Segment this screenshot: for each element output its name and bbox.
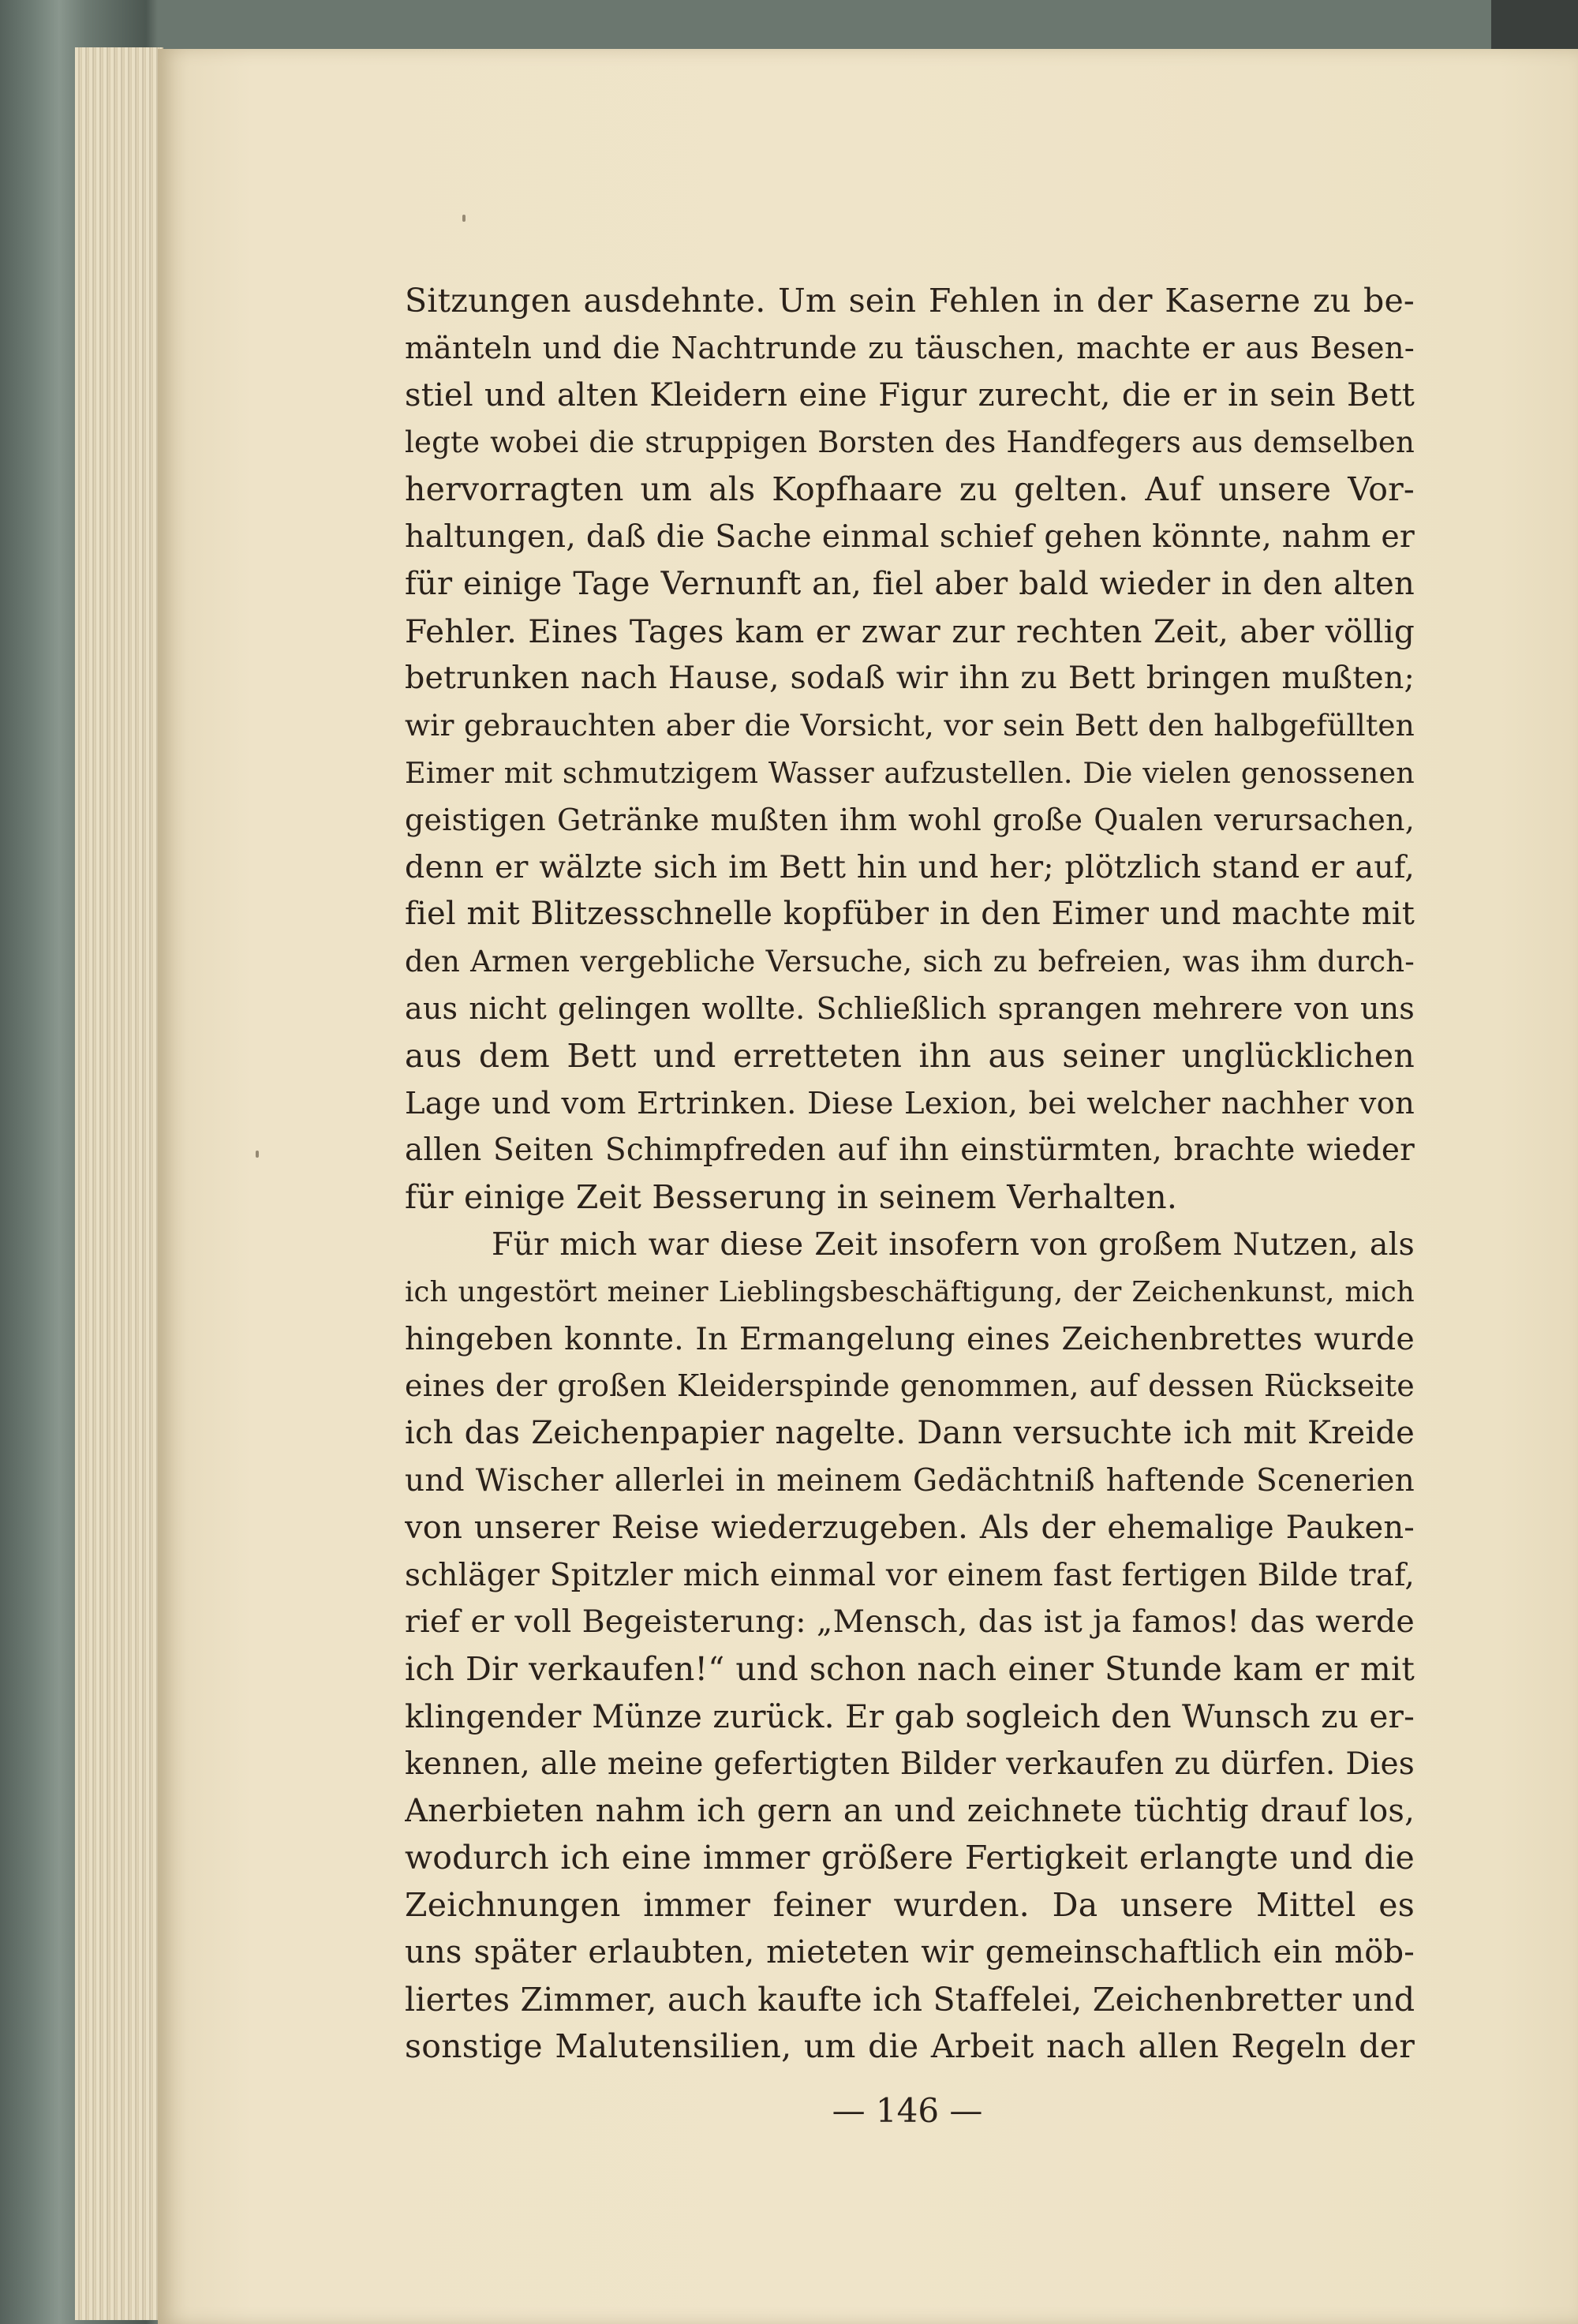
text-line: aus nicht gelingen wollte. Schließlich sprangen mehrere von uns xyxy=(405,990,1415,1026)
text-line: den Armen vergebliche Versuche, sich zu befreien, was ihm durch- xyxy=(405,945,1415,979)
text-line: Eimer mit schmutzigem Wasser aufzustellen. Die vielen genossenen xyxy=(405,755,1415,790)
text-line: betrunken nach Hause, sodaß wir ihn zu Bett bringen mußten; xyxy=(405,660,1415,697)
text-line: stiel und alten Kleidern eine Figur zurecht, die er in sein Bett xyxy=(405,376,1415,414)
text-line: haltungen, daß die Sache einmal schief gehen könnte, nahm er xyxy=(405,518,1415,555)
text-line: für einige Tage Vernunft an, fiel aber bald wieder in den alten xyxy=(405,565,1415,602)
text-line: schläger Spitzler mich einmal vor einem fast fertigen Bilde traf, xyxy=(405,1557,1415,1593)
text-line: klingender Münze zurück. Er gab sogleich den Wunsch zu er- xyxy=(405,1697,1415,1735)
text-line: ich ungestört meiner Lieblingsbeschäftigung, der Zeichenkunst, mich xyxy=(405,1275,1415,1308)
text-line: hervorragten um als Kopfhaare zu gelten. Auf unsere Vor- xyxy=(405,470,1415,509)
text-line: sonstige Malutensilien, um die Arbeit nach allen Regeln der xyxy=(405,2027,1415,2066)
text-line: denn er wälzte sich im Bett hin und her; plötzlich stand er auf, xyxy=(405,848,1415,885)
body-text xyxy=(405,278,1415,2071)
paragraph-2 xyxy=(405,1222,1415,2071)
text-line: legte wobei die struppigen Borsten des Handfegers aus demselben xyxy=(405,425,1415,460)
text-line: mänteln und die Nachtrunde zu täuschen, machte er aus Besen- xyxy=(405,330,1415,366)
ink-speck xyxy=(462,215,466,222)
paragraph-1 xyxy=(405,278,1415,1222)
text-line: liertes Zimmer, auch kaufte ich Staffelei, Zeichenbretter und xyxy=(405,1980,1415,2019)
text-line: ich Dir verkaufen!“ und schon nach einer Stunde kam er mit xyxy=(405,1650,1415,1689)
text-line: uns später erlaubten, mieteten wir gemeinschaftlich ein möb- xyxy=(405,1933,1415,1970)
text-line: und Wischer allerlei in meinem Gedächtniß haftende Scenerien xyxy=(405,1462,1415,1499)
text-line: eines der großen Kleiderspinde genommen, auf dessen Rückseite xyxy=(405,1368,1415,1404)
text-line: kennen, alle meine gefertigten Bilder verkaufen zu dürfen. Dies xyxy=(405,1746,1415,1782)
text-line: Für mich war diese Zeit insofern von großem Nutzen, als xyxy=(492,1226,1415,1263)
page-number: — 146 — xyxy=(832,2091,983,2130)
text-line: hingeben konnte. In Ermangelung eines Zeichenbrettes wurde xyxy=(405,1320,1415,1357)
text-line: für einige Zeit Besserung in seinem Verhalten. xyxy=(405,1178,1178,1217)
scan-corner-shadow xyxy=(1491,0,1578,49)
text-line: Anerbieten nahm ich gern an und zeichnete tüchtig drauf los, xyxy=(405,1792,1415,1829)
text-line: Fehler. Eines Tages kam er zwar zur rechten Zeit, aber völlig xyxy=(405,612,1415,650)
text-line: wir gebrauchten aber die Vorsicht, vor sein Bett den halbgefüllten xyxy=(405,708,1415,743)
text-line: Lage und vom Ertrinken. Diese Lexion, bei welcher nachher von xyxy=(405,1085,1415,1121)
text-line: von unserer Reise wiederzugeben. Als der ehemalige Pauken- xyxy=(405,1509,1415,1546)
text-line: fiel mit Blitzesschnelle kopfüber in den Eimer und machte mit xyxy=(405,896,1415,933)
text-line: aus dem Bett und erretteten ihn aus seiner unglücklichen xyxy=(405,1036,1415,1075)
text-line: rief er voll Begeisterung: „Mensch, das ist ja famos! das werde xyxy=(405,1604,1415,1641)
ink-speck xyxy=(256,1151,259,1158)
text-line: geistigen Getränke mußten ihm wohl große Qualen verursachen, xyxy=(405,802,1415,837)
text-line: ich das Zeichenpapier nagelte. Dann versuchte ich mit Kreide xyxy=(405,1415,1415,1452)
text-line: Zeichnungen immer feiner wurden. Da unsere Mittel es xyxy=(405,1886,1415,1925)
text-line: Sitzungen ausdehnte. Um sein Fehlen in der Kaserne zu be- xyxy=(405,282,1415,320)
text-line: wodurch ich eine immer größere Fertigkeit erlangte und die xyxy=(405,1839,1415,1877)
page-edges xyxy=(75,47,163,2320)
text-line: allen Seiten Schimpfreden auf ihn einstürmten, brachte wieder xyxy=(405,1132,1415,1169)
